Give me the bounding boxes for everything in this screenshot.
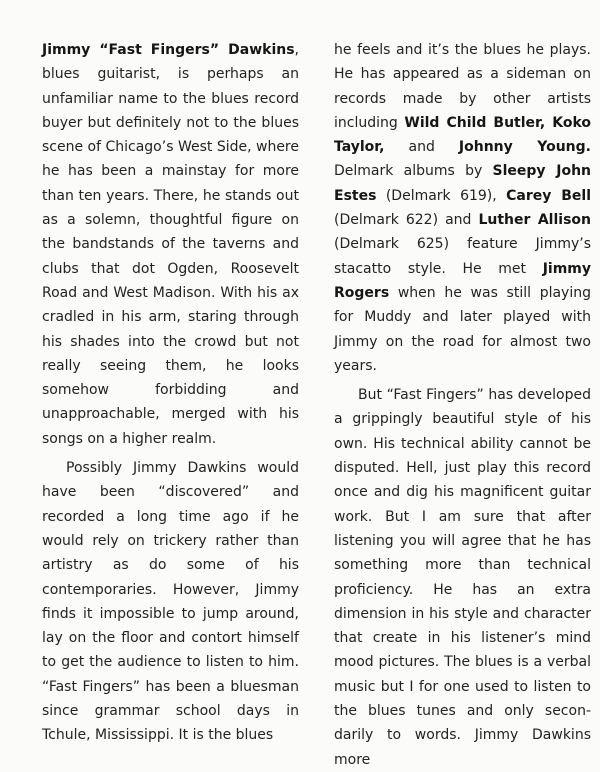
paragraph-sideman xyxy=(334,38,591,378)
right-column xyxy=(334,38,591,772)
artist-name-bold: Jimmy “Fast Fingers” Dawkins xyxy=(42,42,295,58)
text-segment: when he was still playing for Muddy and later played with Jimmy on the road for almost two years. xyxy=(334,284,591,374)
artist-name-bold: Johnny Young. xyxy=(458,139,591,156)
text-segment: and xyxy=(384,139,459,156)
paragraph-intro xyxy=(42,38,299,451)
left-column xyxy=(42,38,299,748)
text-segment: (Delmark 619), xyxy=(376,187,507,204)
artist-name-bold: Wild Child Butler, Koko Taylor, xyxy=(334,114,592,156)
artist-name-bold: Luther Allison xyxy=(478,212,591,229)
paragraph-style xyxy=(334,383,591,772)
text-segment: (Delmark 622) and xyxy=(334,212,479,229)
paragraph-discovered xyxy=(42,456,299,748)
text-segment: (Delmark 625) feature Jimmy’s stacatto style. He met xyxy=(334,236,591,277)
text-segment: he feels and it’s the blues he plays. He has appeared as a sideman on records made by other artists including xyxy=(334,42,591,131)
artist-name-bold: Carey Bell xyxy=(506,187,591,204)
text-segment: Delmark albums by xyxy=(334,163,493,180)
paragraph-style-text: But “Fast Fingers” has developed a grippingly beautiful style of his own. His technical ability cannot be disputed. Hell, just play this record once and dig his magnificent guitar work. But I am sure that after listening you will agree that he has something more than technical proficiency. He has an extra dimension in his style and character that create in his listener’s mind mood pictures. The blues is a verbal music but I for one used to listen to the blues tunes and only secondarily to words. Jimmy Dawkins more xyxy=(334,387,591,768)
paragraph-discovered-text: Possibly Jimmy Dawkins would have been “discovered” and recorded a long time ago if he would rely on trickery rather than artistry as do some of his contemporaries. However, Jimmy finds it impossible to jump around, lay on the floor and contort himself to get the audience to listen to him. “Fast Fingers” has been a bluesman since grammar school days in Tchule, Mississippi. It is the blues xyxy=(42,460,299,744)
paragraph-intro-text: , blues guitarist, is perhaps an unfamiliar name to the blues record buyer but definitely not to the blues scene of Chicago’s West Side, where he has been a mainstay for more than ten years. There, he stands out as a solemn, thoughtful figure on the bandstands of the taverns and clubs that dot Ogden, Roosevelt Road and West Madison. With his ax cradled in his arm, staring through his shades into the crowd but not really seeing them, he looks somehow forbidding and unapproachable, merged with his songs on a higher realm. xyxy=(42,42,299,447)
artist-name-bold: Jimmy Rogers xyxy=(334,260,591,301)
artist-name-bold: Sleepy John Estes xyxy=(334,163,592,204)
